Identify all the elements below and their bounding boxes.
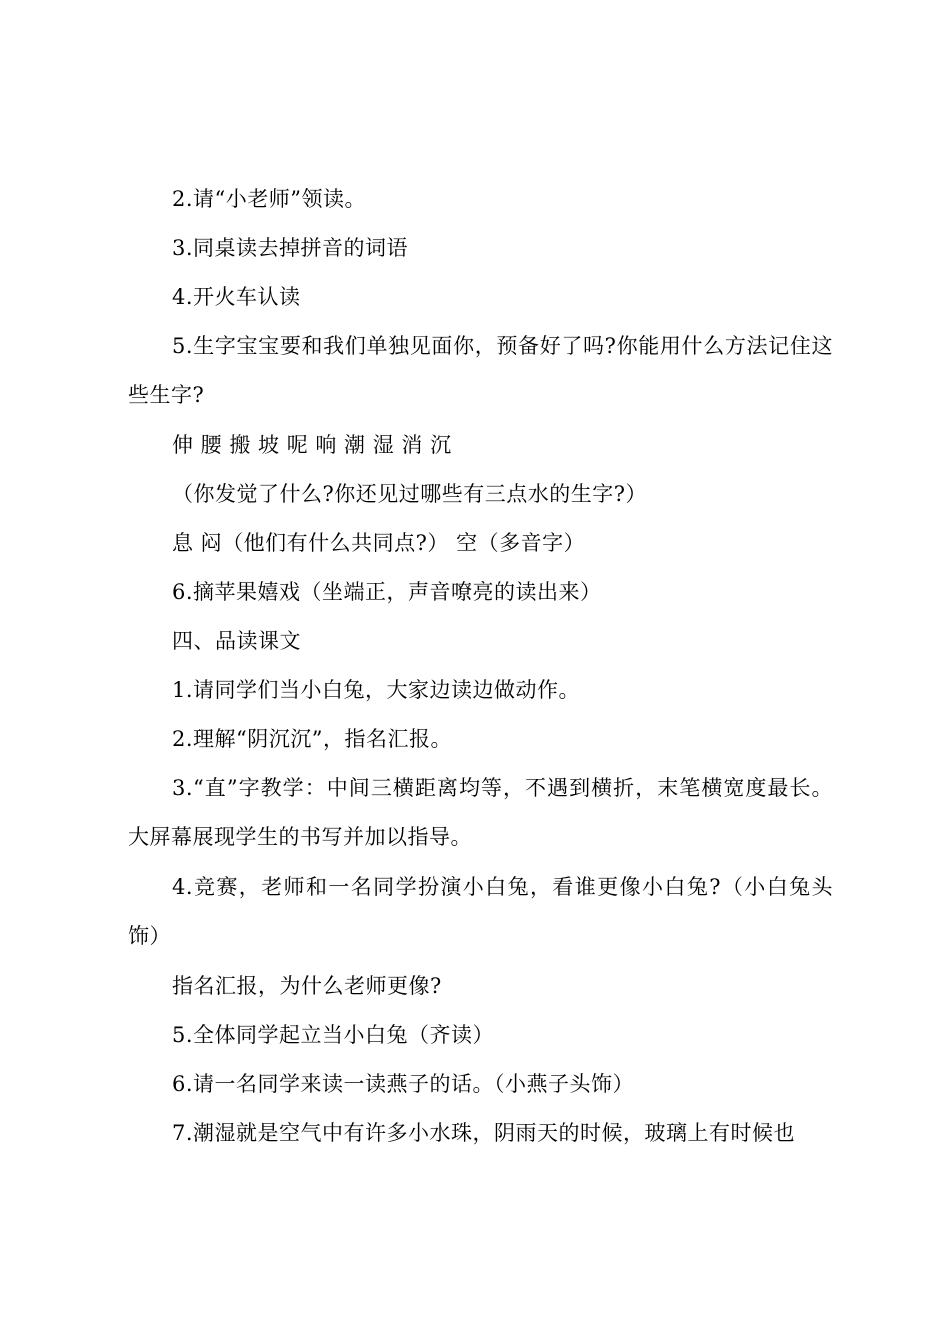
paragraph-17: 7.潮湿就是空气中有许多小水珠，阴雨天的时候，玻璃上有时候也 <box>172 1121 796 1145</box>
paragraph-3: 4.开火车认读 <box>172 285 301 309</box>
paragraph-14: 指名汇报，为什么老师更像? <box>172 974 442 998</box>
paragraph-1: 2.请“小老师”领读。 <box>172 187 367 211</box>
paragraph-10: 1.请同学们当小白兔，大家边读边做动作。 <box>172 678 581 702</box>
paragraph-11: 2.理解“阴沉沉”，指名汇报。 <box>172 727 453 751</box>
paragraph-16: 6.请一名同学来读一读燕子的话。（小燕子头饰） <box>172 1072 635 1096</box>
paragraph-6: （你发觉了什么?你还见过哪些有三点水的生字?） <box>172 482 648 506</box>
paragraph-15: 5.全体同学起立当小白兔（齐读） <box>172 1023 495 1047</box>
paragraph-4: 5.生字宝宝要和我们单独见面你，预备好了吗?你能用什么方法记住这些生字? <box>128 334 833 407</box>
paragraph-8: 6.摘苹果嬉戏（坐端正，声音嘹亮的读出来） <box>172 580 602 604</box>
paragraph-2: 3.同桌读去掉拼音的词语 <box>172 236 409 260</box>
paragraph-12: 3.“直”字教学：中间三横距离均等，不遇到横折，末笔横宽度最长。大屏幕展现学生的书写并加以指导。 <box>128 776 833 849</box>
document-body <box>128 187 833 1170</box>
paragraph-13: 4.竞赛，老师和一名同学扮演小白兔，看谁更像小白兔?（小白兔头饰） <box>128 875 833 948</box>
section-heading: 四、品读课文 <box>172 629 301 653</box>
paragraph-7: 息 闷（他们有什么共同点?） 空（多音字） <box>172 531 586 555</box>
paragraph-5: 伸 腰 搬 坡 呢 响 潮 湿 消 沉 <box>172 433 452 457</box>
